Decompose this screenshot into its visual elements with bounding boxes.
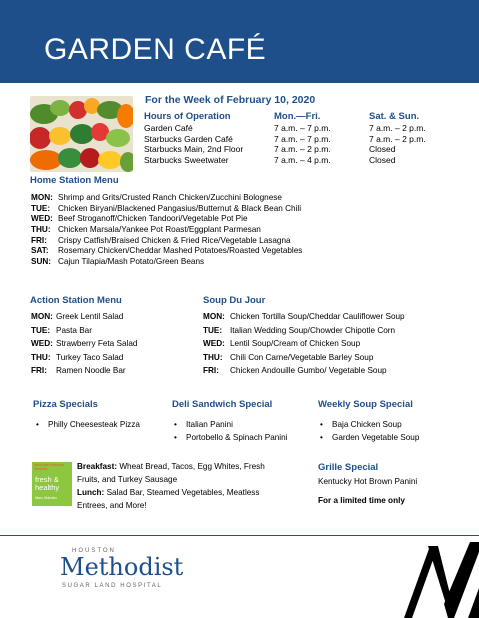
lunch-label: Lunch:: [77, 488, 105, 497]
menu-item: Chicken Andouille Gumbo/ Vegetable Soup: [230, 366, 387, 375]
menu-item: Greek Lentil Salad: [56, 312, 124, 321]
list-item: [174, 431, 288, 444]
soup-du-jour-title: Soup Du Jour: [203, 295, 266, 306]
deli-special-title: Deli Sandwich Special: [172, 399, 273, 410]
special-item: Philly Cheesesteak Pizza: [48, 420, 140, 429]
menu-item: Shrimp and Grits/Crusted Ranch Chicken/Zucchini Bolognese: [58, 193, 282, 202]
list-item: [31, 193, 302, 204]
list-item: [31, 246, 302, 257]
list-item: [31, 225, 302, 236]
hours-row: [144, 123, 449, 134]
day-label: FRI:: [31, 235, 47, 245]
logo-caption: Methodist Wellness Services: [34, 463, 65, 471]
hours-table: [144, 111, 449, 165]
lunch-text: Salad Bar, Steamed Vegetables, Meatless Entrees, and More!: [77, 488, 260, 510]
list-item: [31, 310, 137, 324]
breakfast-label: Breakfast:: [77, 462, 118, 471]
list-item: [36, 418, 140, 431]
list-item: [203, 310, 405, 324]
grille-special-title: Grille Special: [318, 462, 379, 473]
day-label: WED:: [203, 339, 225, 348]
limited-time-note: For a limited time only: [318, 496, 405, 505]
logo-subtext: Menu Selection: [35, 496, 57, 500]
special-item: Portobello & Spinach Panini: [186, 433, 288, 442]
fresh-healthy-logo: [32, 462, 72, 506]
weekly-soup-title: Weekly Soup Special: [318, 399, 413, 410]
special-item: Garden Vegetable Soup: [332, 433, 420, 442]
day-label: FRI:: [31, 366, 47, 375]
day-label: MON:: [31, 193, 53, 202]
bullet-icon: •: [174, 420, 177, 429]
day-label: TUE:: [31, 325, 51, 335]
day-label: MON:: [203, 312, 225, 321]
action-station-list: [31, 310, 137, 378]
list-item: [203, 324, 405, 338]
menu-item: Turkey Taco Salad: [56, 352, 124, 362]
menu-item: Strawberry Feta Salad: [56, 339, 138, 348]
day-label: THU:: [31, 352, 51, 362]
hours-location: Starbucks Garden Café: [144, 133, 233, 144]
day-label: WED:: [31, 214, 53, 224]
soup-du-jour-list: [203, 310, 405, 378]
list-item: [320, 431, 419, 444]
page-title: GARDEN CAFÉ: [44, 33, 267, 66]
pizza-specials-title: Pizza Specials: [33, 399, 98, 410]
hours-weekday: 7 a.m. – 7 p.m.: [274, 123, 331, 133]
menu-item: Cajun Tilapia/Mash Potato/Green Beans: [58, 257, 205, 267]
special-item: Baja Chicken Soup: [332, 420, 402, 429]
pizza-specials-list: [36, 418, 140, 431]
logo-methodist-text: Methodist: [60, 553, 184, 581]
hours-header: Mon.—Fri.: [274, 111, 321, 122]
home-station-title: Home Station Menu: [30, 175, 119, 186]
menu-item: Rosemary Chicken/Cheddar Mashed Potatoes/Roasted Vegetables: [58, 246, 303, 256]
header-banner: [0, 0, 479, 83]
list-item: [31, 364, 137, 378]
menu-item: Crispy Catfish/Braised Chicken & Fried Rice/Vegetable Lasagna: [58, 235, 291, 245]
day-label: SUN:: [31, 257, 52, 267]
hours-location: Garden Café: [144, 123, 193, 133]
hours-weekend: 7 a.m. – 2 p.m.: [369, 133, 426, 144]
menu-item: Beef Stroganoff/Chicken Tandoori/Vegetable Pot Pie: [58, 214, 248, 224]
day-label: TUE:: [31, 203, 51, 213]
vegetables-image: [30, 96, 133, 172]
logo-text: fresh & healthy: [35, 475, 60, 492]
hours-location: Starbucks Main, 2nd Floor: [144, 144, 244, 155]
menu-item: Ramen Noodle Bar: [56, 366, 126, 375]
list-item: [203, 351, 405, 365]
list-item: [31, 204, 302, 215]
bullet-icon: •: [320, 433, 323, 442]
list-item: [31, 214, 302, 225]
hours-header: Sat. & Sun.: [369, 111, 420, 122]
action-station-title: Action Station Menu: [30, 295, 122, 306]
list-item: [31, 337, 137, 351]
bullet-icon: •: [174, 433, 177, 442]
bullet-icon: •: [320, 420, 323, 429]
list-item: [320, 418, 419, 431]
lunch-line: [77, 486, 287, 512]
menu-item: Lentil Soup/Cream of Chicken Soup: [230, 339, 361, 348]
hours-weekend: 7 a.m. – 2 p.m.: [369, 123, 426, 133]
day-label: SAT:: [31, 246, 49, 256]
hours-weekday: 7 a.m. – 4 p.m.: [274, 154, 331, 165]
menu-item: Chicken Biryani/Blackened Pangasius/Butternut & Black Bean Chili: [58, 203, 302, 213]
hours-row: [144, 134, 449, 145]
list-item: [31, 351, 137, 365]
menu-item: Italian Wedding Soup/Chowder Chipotle Corn: [230, 325, 396, 335]
breakfast-line: [77, 460, 287, 486]
home-station-list: [31, 193, 302, 268]
menu-item: Pasta Bar: [56, 325, 92, 335]
breakfast-text: Wheat Bread, Tacos, Egg Whites, Fresh Fruits, and Turkey Sausage: [77, 462, 265, 484]
special-item: Italian Panini: [186, 420, 233, 429]
day-label: MON:: [31, 312, 53, 321]
grille-special-item: Kentucky Hot Brown Panini: [318, 477, 418, 486]
hours-row: [144, 144, 449, 155]
list-item: [31, 236, 302, 247]
footer-divider: [0, 535, 479, 536]
menu-item: Chicken Tortilla Soup/Cheddar Cauliflower Soup: [230, 312, 405, 321]
weekly-soup-list: [320, 418, 419, 444]
menu-item: Chicken Marsala/Yankee Pot Roast/Eggplant Parmesan: [58, 225, 261, 235]
hours-header-row: [144, 111, 449, 123]
deli-special-list: [174, 418, 288, 444]
hours-weekday: 7 a.m. – 7 p.m.: [274, 133, 331, 144]
hours-location: Starbucks Sweetwater: [144, 154, 229, 165]
logo-houston-text: HOUSTON: [72, 548, 116, 554]
hours-weekday: 7 a.m. – 2 p.m.: [274, 144, 331, 155]
list-item: [203, 364, 405, 378]
list-item: [203, 337, 405, 351]
day-label: WED:: [31, 339, 53, 348]
logo-subtitle: SUGAR LAND HOSPITAL: [62, 583, 163, 589]
hours-header: Hours of Operation: [144, 111, 231, 122]
list-item: [31, 257, 302, 268]
menu-item: Chili Con Carne/Vegetable Barley Soup: [230, 352, 374, 362]
hours-weekend: Closed: [369, 144, 396, 155]
meals-description: [77, 460, 287, 512]
list-item: [31, 324, 137, 338]
day-label: TUE:: [203, 325, 223, 335]
day-label: FRI:: [203, 366, 219, 375]
day-label: THU:: [203, 352, 223, 362]
week-title: For the Week of February 10, 2020: [145, 94, 316, 106]
day-label: THU:: [31, 225, 51, 235]
hours-weekend: Closed: [369, 154, 396, 165]
bullet-icon: •: [36, 420, 39, 429]
list-item: [174, 418, 288, 431]
methodist-m-logo-icon: [390, 538, 479, 618]
hours-row: [144, 155, 449, 166]
